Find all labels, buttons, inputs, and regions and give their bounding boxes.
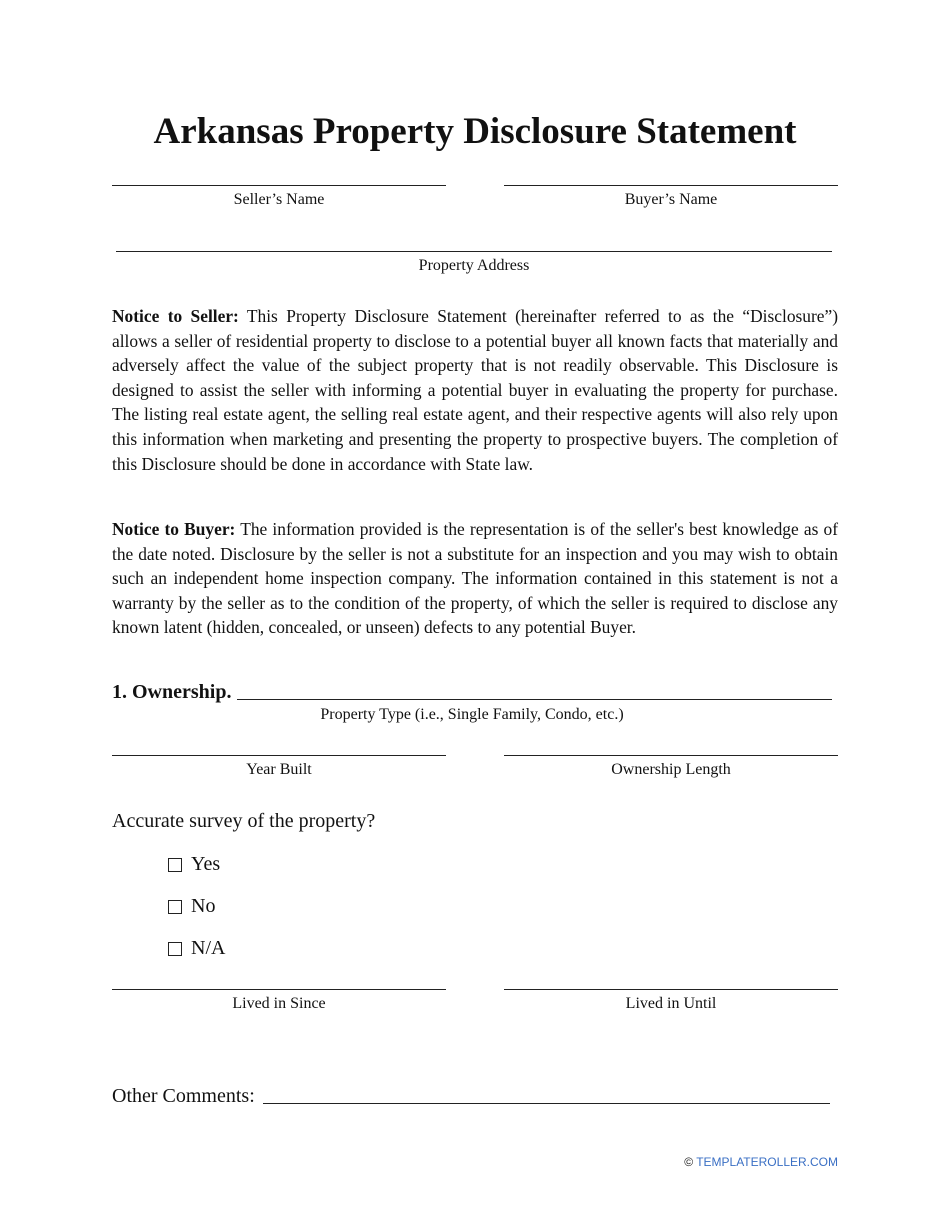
notice-buyer-lead: Notice to Buyer:: [112, 519, 236, 539]
ownership-length-field[interactable]: [504, 755, 838, 779]
ownership-heading-label: 1. Ownership.: [112, 681, 232, 703]
survey-option-no-label: No: [191, 895, 216, 917]
year-built-line[interactable]: [112, 755, 446, 756]
lived-until-line[interactable]: [504, 989, 838, 990]
property-type-caption: Property Type (i.e., Single Family, Condo, etc.): [320, 706, 624, 723]
lived-since-line[interactable]: [112, 989, 446, 990]
document-title: Arkansas Property Disclosure Statement: [153, 111, 797, 152]
survey-option-yes-label: Yes: [191, 853, 221, 875]
copyright-symbol: ©: [684, 1155, 694, 1169]
other-comments-label: Other Comments:: [112, 1085, 255, 1107]
ownership-section-heading: [112, 681, 838, 704]
lived-since-caption: Lived in Since: [232, 995, 326, 1012]
seller-name-caption: Seller’s Name: [233, 191, 325, 208]
ownership-length-caption: Ownership Length: [611, 761, 731, 778]
other-comments-field: [112, 1085, 830, 1108]
year-built-caption: Year Built: [246, 761, 312, 778]
seller-name-field[interactable]: [112, 185, 446, 209]
year-built-field[interactable]: [112, 755, 446, 779]
lived-until-caption: Lived in Until: [625, 995, 717, 1012]
checkbox-icon[interactable]: [168, 942, 182, 956]
notice-seller-text: This Property Disclosure Statement (hereinafter referred to as the “Disclosure”) allows a seller of residential property to disclose to a potential buyer all known facts that materially and adversely affect the value of the subject property that is not readily observable. This Disclosure is designed to assist the seller with informing a potential buyer in evaluating the property for purchase. The listing real estate agent, the selling real estate agent, and their respective agents will also rely upon this information when marketing and presenting the property to prospective buyers. The completion of this Disclosure should be done in accordance with State law.: [112, 306, 838, 474]
templateroller-link[interactable]: [684, 1155, 838, 1169]
checkbox-icon[interactable]: [168, 858, 182, 872]
lived-until-field[interactable]: [504, 989, 838, 1013]
seller-name-line[interactable]: [112, 185, 446, 186]
survey-question: Accurate survey of the property?: [112, 810, 376, 832]
property-address-field[interactable]: [116, 251, 832, 275]
notice-buyer-text: The information provided is the representation is of the seller's best knowledge as of the date noted. Disclosure by the seller is not a substitute for an inspection and you may wish to obtain such an independent home inspection company. The information contained in this statement is not a warranty by the seller as to the condition of the property, of which the seller is required to disclose any known latent (hidden, concealed, or unseen) defects to any potential Buyer.: [112, 519, 838, 638]
notice-to-buyer: [112, 517, 838, 640]
buyer-name-caption: Buyer’s Name: [624, 191, 718, 208]
notice-to-seller: [112, 304, 838, 476]
checkbox-icon[interactable]: [168, 900, 182, 914]
buyer-name-field[interactable]: [504, 185, 838, 209]
property-address-line[interactable]: [116, 251, 832, 252]
survey-option-no[interactable]: [168, 895, 215, 918]
buyer-name-line[interactable]: [504, 185, 838, 186]
other-comments-line[interactable]: [263, 1103, 830, 1104]
lived-since-field[interactable]: [112, 989, 446, 1013]
notice-seller-lead: Notice to Seller:: [112, 306, 239, 326]
property-address-caption: Property Address: [418, 257, 530, 274]
survey-option-na-label: N/A: [191, 937, 226, 959]
property-type-line[interactable]: [237, 699, 832, 700]
survey-option-yes[interactable]: [168, 853, 220, 876]
survey-option-na[interactable]: [168, 937, 225, 960]
property-type-caption-wrap: [112, 706, 832, 724]
ownership-length-line[interactable]: [504, 755, 838, 756]
footer-brand: TEMPLATEROLLER.COM: [696, 1155, 838, 1169]
